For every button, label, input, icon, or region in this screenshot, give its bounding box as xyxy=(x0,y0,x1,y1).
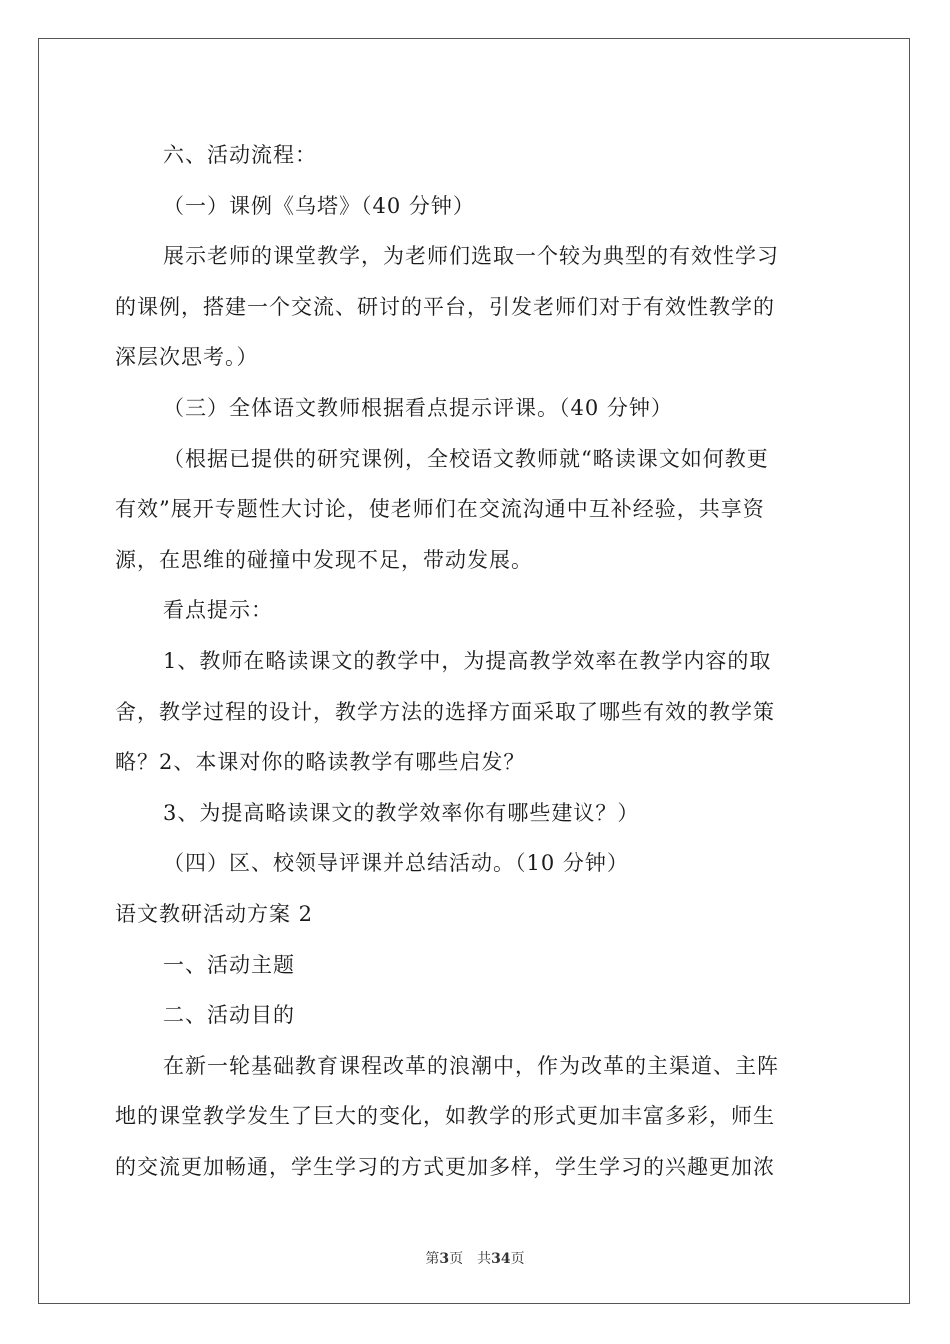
list-item: 3、为提高略读课文的教学效率你有哪些建议？） xyxy=(163,800,640,825)
document-title: 语文教研活动方案 2 xyxy=(115,901,314,926)
paragraph-line: （根据已提供的研究课例，全校语文教师就“略读课文如何教更 xyxy=(163,446,769,471)
paragraph-line: 展示老师的课堂教学，为老师们选取一个较为典型的有效性学习 xyxy=(163,244,779,269)
subsection-heading: （四）区、校领导评课并总结活动。（10 分钟） xyxy=(163,851,629,876)
subsection-heading: （一）课例《乌塔》（40 分钟） xyxy=(163,193,475,218)
footer-suffix: 页 xyxy=(510,1251,525,1267)
section-heading: 一、活动主题 xyxy=(163,952,295,977)
list-item: 略？2、本课对你的略读教学有哪些启发？ xyxy=(115,750,526,775)
footer-middle: 页 共 xyxy=(449,1251,492,1267)
section-heading: 六、活动流程： xyxy=(163,143,317,167)
paragraph-line: 的课例，搭建一个交流、研讨的平台，引发老师们对于有效性教学的 xyxy=(115,294,775,319)
page-footer xyxy=(0,1248,950,1268)
paragraph-line: 源，在思维的碰撞中发现不足，带动发展。 xyxy=(115,547,533,572)
current-page-number: 3 xyxy=(439,1251,450,1267)
list-item: 1、教师在略读课文的教学中，为提高教学效率在教学内容的取 xyxy=(163,648,772,673)
paragraph-line: 的交流更加畅通，学生学习的方式更加多样，学生学习的兴趣更加浓 xyxy=(115,1154,775,1179)
list-item: 舍，教学过程的设计，教学方法的选择方面采取了哪些有效的教学策 xyxy=(115,699,775,724)
paragraph-line: 深层次思考。） xyxy=(115,345,259,370)
paragraph-line: 看点提示： xyxy=(163,598,273,623)
subsection-heading: （三）全体语文教师根据看点提示评课。（40 分钟） xyxy=(163,395,673,420)
footer-prefix: 第 xyxy=(425,1251,440,1267)
total-page-count: 34 xyxy=(491,1251,511,1267)
paragraph-line: 在新一轮基础教育课程改革的浪潮中，作为改革的主渠道、主阵 xyxy=(163,1053,779,1078)
document-body xyxy=(115,130,835,1192)
paragraph-line: 地的课堂教学发生了巨大的变化，如教学的形式更加丰富多彩，师生 xyxy=(115,1104,775,1129)
paragraph-line: 有效”展开专题性大讨论，使老师们在交流沟通中互补经验，共享资 xyxy=(115,497,765,522)
section-heading: 二、活动目的 xyxy=(163,1003,295,1028)
